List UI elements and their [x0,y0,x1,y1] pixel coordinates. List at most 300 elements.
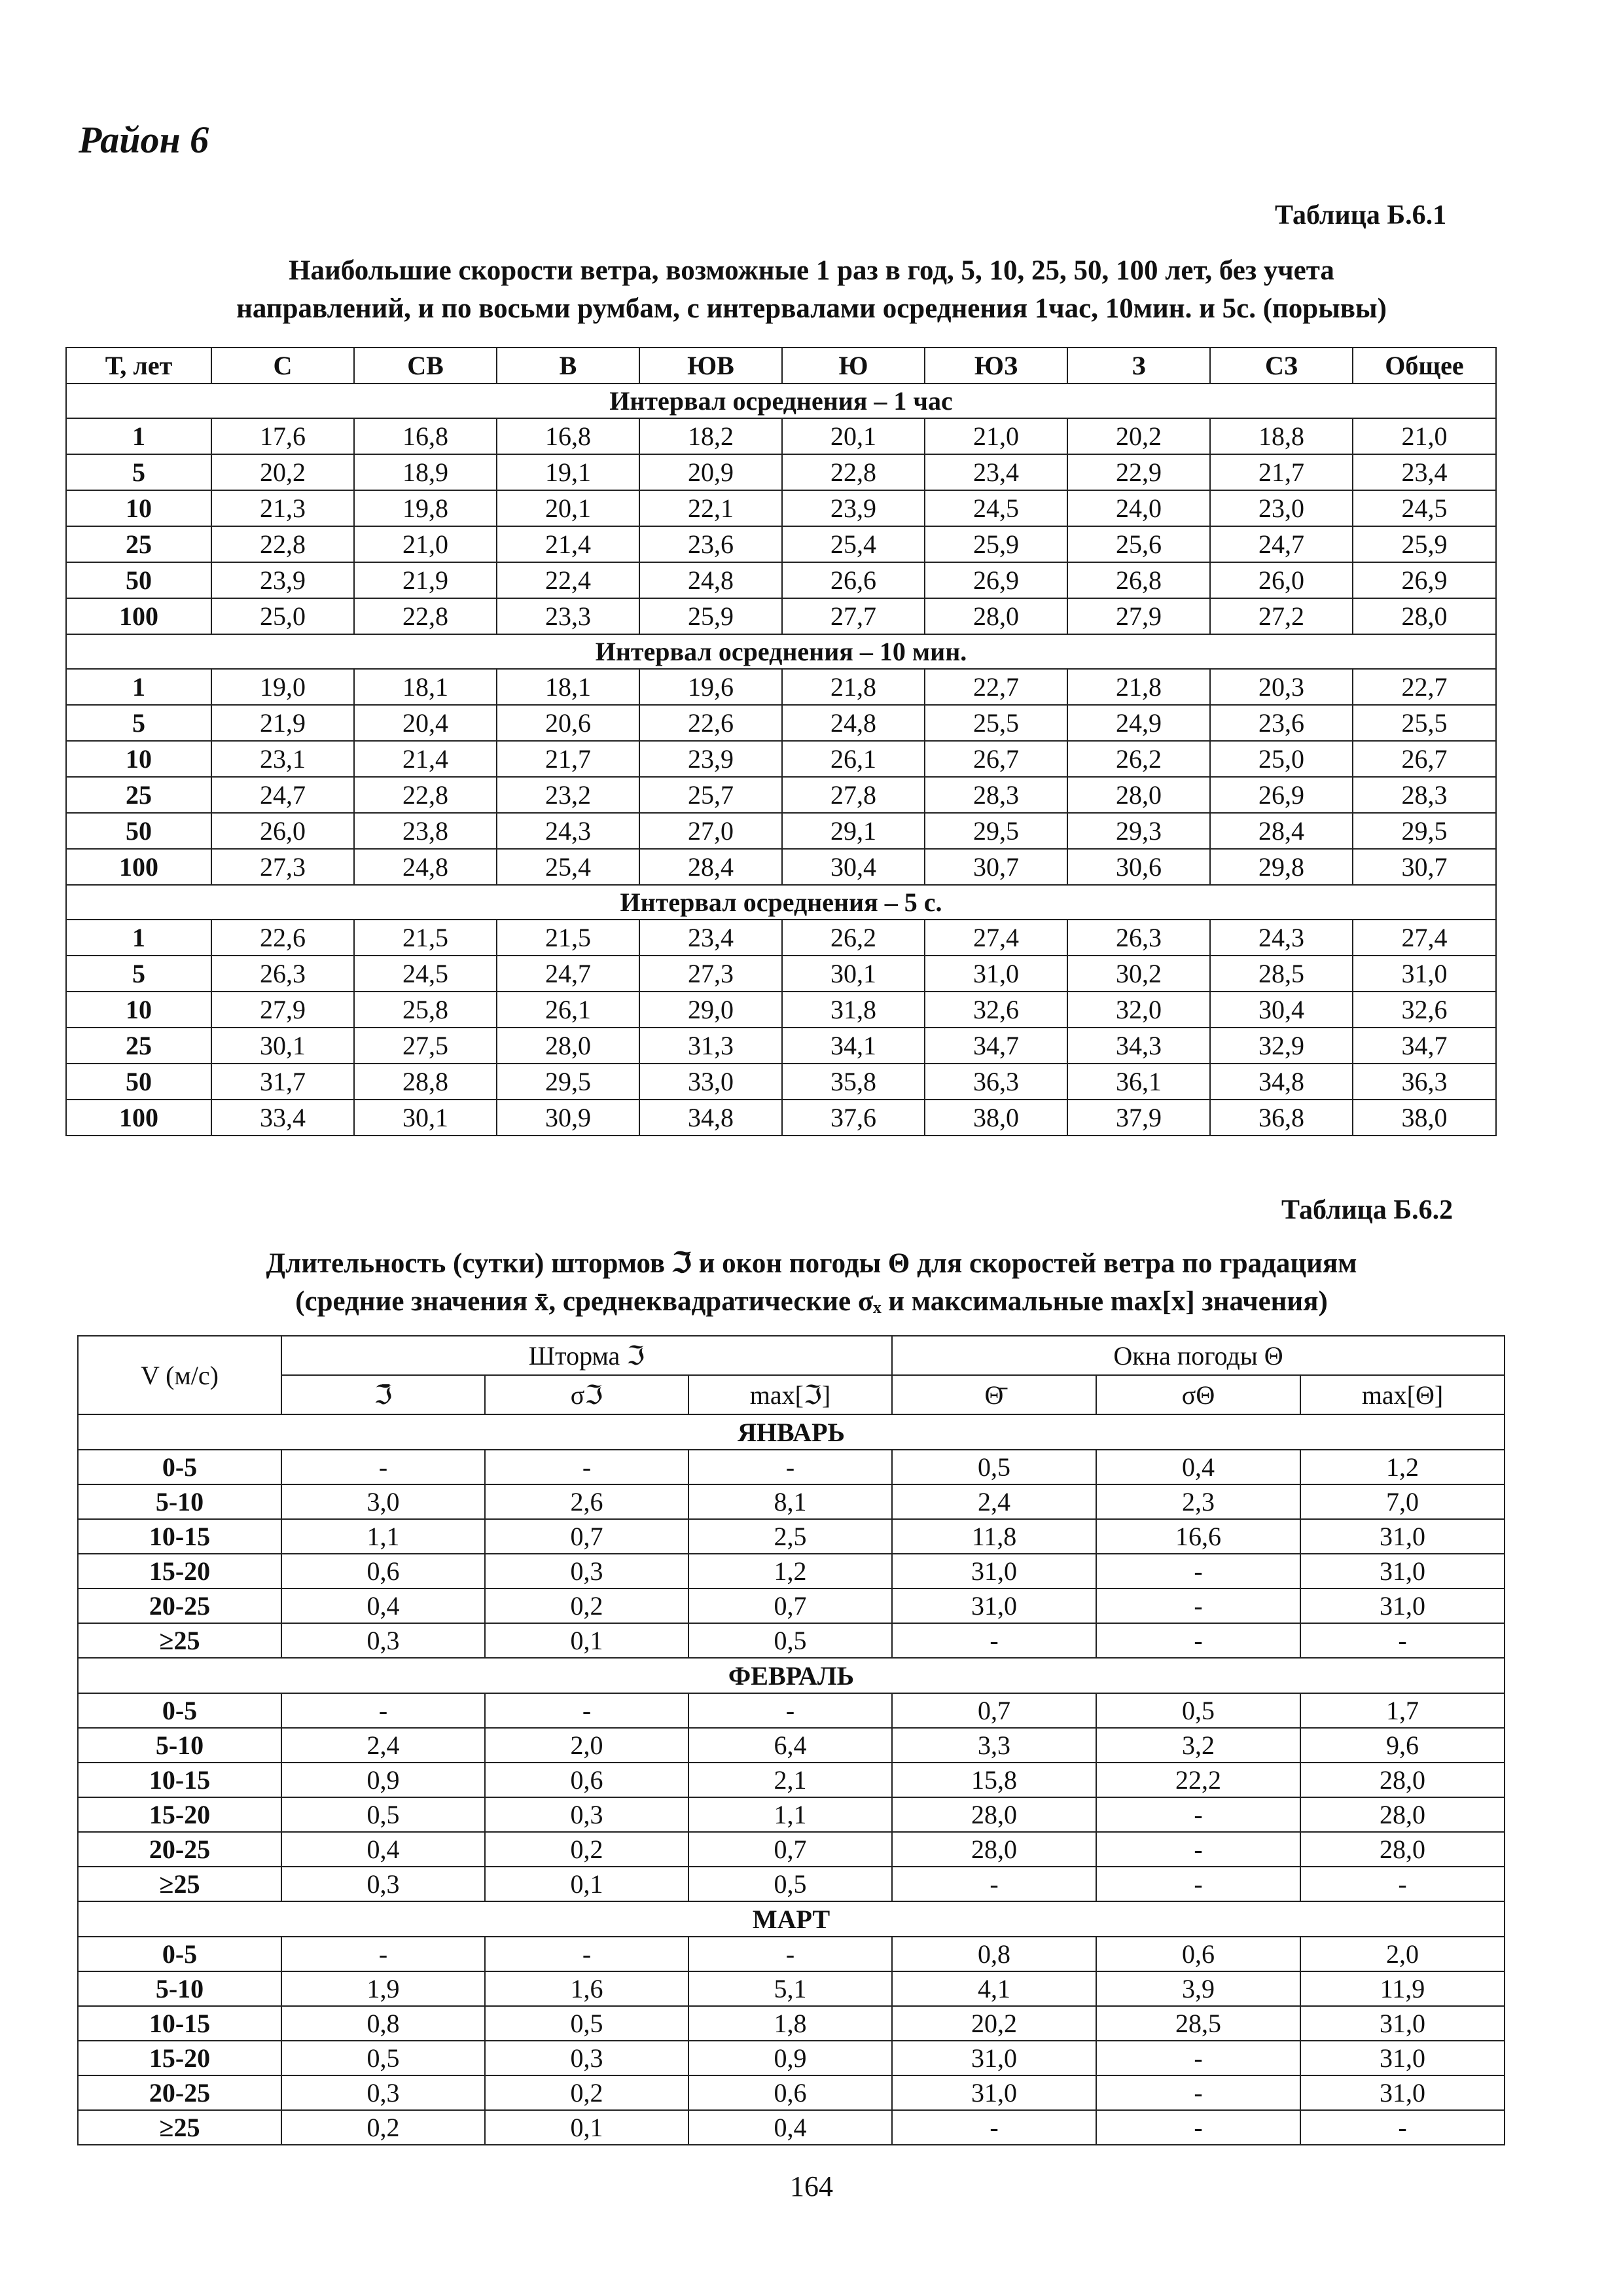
table-cell: 29,5 [1353,813,1496,849]
table-cell: 9,6 [1300,1728,1505,1763]
table-cell: 22,2 [1096,1763,1300,1797]
table-cell: 1,2 [688,1554,892,1588]
section-title: ЯНВАРЬ [78,1414,1505,1450]
table-row [78,1623,1505,1658]
table-cell: 1,8 [688,2006,892,2041]
table-cell: 21,0 [354,526,497,562]
table-cell: 28,0 [925,598,1067,634]
table-cell: 21,0 [1353,418,1496,454]
table-cell: 26,0 [1210,562,1353,598]
table-cell: - [892,2110,1096,2145]
row-header-cell: 100 [66,849,211,885]
table-cell: 24,5 [354,956,497,992]
table-cell: 28,3 [1353,777,1496,813]
row-header-cell: 10 [66,992,211,1028]
row-header-cell: 5-10 [78,1728,281,1763]
table-cell: 2,0 [1300,1937,1505,1971]
section-title: Интервал осреднения – 5 с. [66,885,1496,920]
table-cell: 0,3 [281,2075,485,2110]
table-row [78,1937,1505,1971]
table-row [66,1064,1496,1100]
table-cell: 29,1 [782,813,925,849]
table-cell: 21,9 [354,562,497,598]
table-cell: 18,2 [639,418,782,454]
table-cell: 26,6 [782,562,925,598]
table-row [78,1693,1505,1728]
table-cell: 26,1 [782,741,925,777]
table-cell: 6,4 [688,1728,892,1763]
table-cell: 26,9 [1353,562,1496,598]
table-cell: 30,6 [1067,849,1210,885]
table-cell: 26,9 [1210,777,1353,813]
row-header-cell: 5 [66,705,211,741]
table-cell: - [1096,1832,1300,1867]
row-header-cell: 15-20 [78,1797,281,1832]
table-cell: 38,0 [1353,1100,1496,1136]
table-cell: 23,8 [354,813,497,849]
table-row [66,741,1496,777]
table-cell: 31,0 [892,1554,1096,1588]
row-header-cell: 100 [66,1100,211,1136]
table-cell: 23,3 [497,598,639,634]
table-cell: 20,2 [1067,418,1210,454]
table-cell: 7,0 [1300,1484,1505,1519]
table-row [78,1484,1505,1519]
column-header: Ю [782,348,925,384]
table-cell: 0,4 [281,1832,485,1867]
table-cell: 31,0 [1300,2006,1505,2041]
table-row [66,849,1496,885]
table-cell: 21,4 [354,741,497,777]
table-cell: 0,3 [485,2041,688,2075]
table-cell: 37,9 [1067,1100,1210,1136]
row-header-cell: ≥25 [78,1623,281,1658]
table-row [66,454,1496,490]
row-header-cell: 10-15 [78,2006,281,2041]
table-cell: 0,6 [1096,1937,1300,1971]
table-cell: 24,3 [1210,920,1353,956]
table-cell: 8,1 [688,1484,892,1519]
table-cell: 31,0 [892,1588,1096,1623]
table-cell: 25,9 [1353,526,1496,562]
table-cell: 0,6 [688,2075,892,2110]
table-cell: 20,2 [892,2006,1096,2041]
table-cell: 30,4 [1210,992,1353,1028]
table-cell: 24,7 [211,777,354,813]
row-header-cell: 50 [66,1064,211,1100]
table-cell: - [485,1693,688,1728]
row-header-cell: 5-10 [78,1971,281,2006]
column-header: max[ℑ] [688,1375,892,1414]
table-cell: 21,3 [211,490,354,526]
table-cell: 27,2 [1210,598,1353,634]
weather-windows-group-header: Окна погоды Θ [892,1336,1505,1375]
table-cell: 0,4 [688,2110,892,2145]
row-header-cell: 20-25 [78,2075,281,2110]
table-cell: 25,9 [925,526,1067,562]
table-cell: 18,1 [497,669,639,705]
table-cell: 36,3 [1353,1064,1496,1100]
column-header: Т, лет [66,348,211,384]
table-cell: 36,1 [1067,1064,1210,1100]
section-title: Интервал осреднения – 10 мин. [66,634,1496,669]
table-cell: 28,0 [1300,1763,1505,1797]
table-cell: 22,4 [497,562,639,598]
table-cell: 22,8 [354,777,497,813]
column-header: В [497,348,639,384]
table-cell: 32,6 [1353,992,1496,1028]
table-cell: 23,6 [1210,705,1353,741]
table-cell: 25,5 [1353,705,1496,741]
table-cell: 29,5 [497,1064,639,1100]
table-row [66,1100,1496,1136]
storms-group-header: Шторма ℑ [281,1336,892,1375]
table-cell: - [892,1623,1096,1658]
table-row [66,562,1496,598]
table-cell: 36,8 [1210,1100,1353,1136]
table1-caption [65,252,1558,328]
table-cell: - [1300,1623,1505,1658]
district-title: Район 6 [79,118,209,161]
table-cell: 34,8 [639,1100,782,1136]
table-cell: 38,0 [925,1100,1067,1136]
table-cell: 22,1 [639,490,782,526]
table-cell: 31,0 [892,2041,1096,2075]
table-row [78,2006,1505,2041]
table-cell: 32,0 [1067,992,1210,1028]
table-cell: 0,5 [892,1450,1096,1484]
table-cell: 25,6 [1067,526,1210,562]
table-cell: 27,7 [782,598,925,634]
table-cell: 0,8 [892,1937,1096,1971]
table-cell: 18,8 [1210,418,1353,454]
section-row [78,1658,1505,1693]
table-cell: 0,6 [281,1554,485,1588]
table-cell: 19,6 [639,669,782,705]
table-cell: 31,0 [925,956,1067,992]
table-cell: 27,0 [639,813,782,849]
table-cell: 36,3 [925,1064,1067,1100]
table-cell: 20,6 [497,705,639,741]
table-cell: 1,9 [281,1971,485,2006]
table-cell: 0,5 [281,1797,485,1832]
table-row [66,956,1496,992]
table-cell: 29,5 [925,813,1067,849]
table-cell: 27,8 [782,777,925,813]
table-cell: 2,6 [485,1484,688,1519]
table-cell: 20,3 [1210,669,1353,705]
table-cell: 26,8 [1067,562,1210,598]
table2-caption-line2: (средние значения x̄, среднеквадратические σₓ и максимальные max[x] значения) [295,1286,1328,1317]
table-cell: 33,4 [211,1100,354,1136]
table-cell: 26,3 [211,956,354,992]
table-cell: 25,4 [497,849,639,885]
table-cell: 31,0 [1300,2041,1505,2075]
table-cell: 22,8 [354,598,497,634]
table-cell: 25,8 [354,992,497,1028]
table-cell: 27,4 [1353,920,1496,956]
table-cell: 34,8 [1210,1064,1353,1100]
table-cell: - [281,1450,485,1484]
row-header-cell: 20-25 [78,1588,281,1623]
table-cell: 2,0 [485,1728,688,1763]
table1-header-row [66,348,1496,384]
table-row [66,705,1496,741]
column-header: Общее [1353,348,1496,384]
table-cell: 0,9 [688,2041,892,2075]
table-cell: 28,0 [892,1797,1096,1832]
table1-body [66,384,1496,1136]
table-cell: 0,7 [892,1693,1096,1728]
v-column-header: V (м/с) [78,1336,281,1414]
table-cell: 24,7 [497,956,639,992]
table-cell: 11,9 [1300,1971,1505,2006]
table-cell: 1,1 [688,1797,892,1832]
table-cell: 32,9 [1210,1028,1353,1064]
table-cell: 30,7 [925,849,1067,885]
table-cell: 0,5 [688,1623,892,1658]
table-cell: 3,2 [1096,1728,1300,1763]
row-header-cell: 10 [66,741,211,777]
table-cell: - [1096,1867,1300,1901]
table2-body [78,1414,1505,2145]
table1-caption-line1: Наибольшие скорости ветра, возможные 1 раз в год, 5, 10, 25, 50, 100 лет, без учета [289,255,1334,286]
table-cell: 31,0 [1300,1588,1505,1623]
table-cell: 23,4 [925,454,1067,490]
table-cell: - [485,1450,688,1484]
table-cell: - [1300,2110,1505,2145]
table-cell: 0,3 [485,1797,688,1832]
table-cell: 27,4 [925,920,1067,956]
table-cell: - [1096,1797,1300,1832]
table-cell: 0,3 [281,1867,485,1901]
table-cell: 0,7 [485,1519,688,1554]
table2-label: Таблица Б.6.2 [1281,1195,1454,1225]
table-cell: 23,1 [211,741,354,777]
table-cell: 0,1 [485,2110,688,2145]
row-header-cell: 25 [66,526,211,562]
section-title: МАРТ [78,1901,1505,1937]
table-cell: 32,6 [925,992,1067,1028]
table-cell: 19,8 [354,490,497,526]
table-cell: 31,7 [211,1064,354,1100]
table-row [66,813,1496,849]
row-header-cell: 0-5 [78,1693,281,1728]
table-cell: 0,8 [281,2006,485,2041]
table-cell: 29,0 [639,992,782,1028]
table-cell: 22,8 [211,526,354,562]
table-cell: 0,9 [281,1763,485,1797]
table-row [78,1728,1505,1763]
table-cell: 0,2 [281,2110,485,2145]
table-cell: 19,0 [211,669,354,705]
table-cell: 26,7 [1353,741,1496,777]
table-cell: 25,0 [1210,741,1353,777]
column-header: С [211,348,354,384]
table-cell: 0,2 [485,2075,688,2110]
table-cell: 24,8 [782,705,925,741]
table-row [66,526,1496,562]
table-cell: 23,6 [639,526,782,562]
table-cell: 22,7 [1353,669,1496,705]
table-cell: 1,7 [1300,1693,1505,1728]
table-cell: 0,1 [485,1867,688,1901]
table-row [78,1867,1505,1901]
table-cell: 22,8 [782,454,925,490]
table-cell: 0,4 [1096,1450,1300,1484]
row-header-cell: 10 [66,490,211,526]
table-cell: 25,0 [211,598,354,634]
table-row [78,1450,1505,1484]
table-cell: 0,3 [485,1554,688,1588]
table-cell: 29,3 [1067,813,1210,849]
table-cell: 27,9 [211,992,354,1028]
table-cell: 31,0 [1300,1519,1505,1554]
column-header: ЮЗ [925,348,1067,384]
table-cell: 26,0 [211,813,354,849]
table-cell: 0,3 [281,1623,485,1658]
table-cell: 5,1 [688,1971,892,2006]
table-row [66,490,1496,526]
table-cell: 20,4 [354,705,497,741]
row-header-cell: 5 [66,956,211,992]
table-row [78,1832,1505,1867]
table-cell: 15,8 [892,1763,1096,1797]
table-cell: 23,0 [1210,490,1353,526]
table-row [78,2075,1505,2110]
table-cell: 31,0 [1300,2075,1505,2110]
table-cell: 0,5 [688,1867,892,1901]
table-cell: 21,8 [1067,669,1210,705]
table-cell: 0,5 [281,2041,485,2075]
table-row [66,920,1496,956]
table-cell: 21,4 [497,526,639,562]
table-cell: 20,1 [497,490,639,526]
table-cell: 26,1 [497,992,639,1028]
table-cell: 23,4 [639,920,782,956]
table-row [66,1028,1496,1064]
row-header-cell: 50 [66,813,211,849]
table-cell: - [688,1693,892,1728]
table-cell: 20,2 [211,454,354,490]
table-cell: 30,1 [354,1100,497,1136]
table-row [66,598,1496,634]
table1-caption-line2: направлений, и по восьми румбам, с интервалами осреднения 1час, 10мин. и 5с. (порывы) [236,293,1387,324]
table-cell: 21,0 [925,418,1067,454]
row-header-cell: ≥25 [78,1867,281,1901]
row-header-cell: 1 [66,669,211,705]
table-cell: 28,0 [1067,777,1210,813]
table-cell: 0,1 [485,1623,688,1658]
table-cell: 2,4 [892,1484,1096,1519]
table-cell: 26,2 [782,920,925,956]
row-header-cell: 0-5 [78,1450,281,1484]
table-cell: 28,3 [925,777,1067,813]
table-cell: 0,2 [485,1588,688,1623]
table-cell: 21,5 [497,920,639,956]
table-cell: 28,5 [1096,2006,1300,2041]
table-cell: 21,8 [782,669,925,705]
table-cell: - [892,1867,1096,1901]
table-row [66,418,1496,454]
table-cell: 0,7 [688,1832,892,1867]
table-cell: - [281,1937,485,1971]
table-cell: 18,1 [354,669,497,705]
table-cell: 22,7 [925,669,1067,705]
table-cell: 3,3 [892,1728,1096,1763]
table-cell: 24,5 [1353,490,1496,526]
table-cell: 3,0 [281,1484,485,1519]
table-cell: 17,6 [211,418,354,454]
table1-label: Таблица Б.6.1 [1275,200,1447,230]
table-cell: 22,6 [211,920,354,956]
table-cell: 23,9 [639,741,782,777]
table-cell: 30,1 [211,1028,354,1064]
table-cell: 2,4 [281,1728,485,1763]
table-cell: 30,7 [1353,849,1496,885]
table-cell: 22,6 [639,705,782,741]
table-cell: 27,3 [639,956,782,992]
section-row [78,1414,1505,1450]
table-cell: 19,1 [497,454,639,490]
table-cell: 30,4 [782,849,925,885]
table-row [78,1588,1505,1623]
table-cell: - [485,1937,688,1971]
table-cell: 31,0 [1353,956,1496,992]
section-title: ФЕВРАЛЬ [78,1658,1505,1693]
table2-caption-line1: Длительность (сутки) штормов ℑ и окон погоды Θ для скоростей ветра по градациям [266,1248,1357,1279]
storm-duration-table [77,1335,1505,2145]
table-cell: 16,8 [497,418,639,454]
table-cell: 21,7 [1210,454,1353,490]
table-cell: 31,8 [782,992,925,1028]
table-cell: - [1300,1867,1505,1901]
table-cell: 28,4 [1210,813,1353,849]
table-cell: 3,9 [1096,1971,1300,2006]
table-cell: 24,7 [1210,526,1353,562]
column-header: СВ [354,348,497,384]
column-header: σΘ [1096,1375,1300,1414]
column-header: ℑ̄ [281,1375,485,1414]
table-cell: - [1096,2110,1300,2145]
table-cell: 2,1 [688,1763,892,1797]
section-title: Интервал осреднения – 1 час [66,384,1496,418]
table-cell: 27,3 [211,849,354,885]
table-cell: - [1096,1588,1300,1623]
table-cell: 25,5 [925,705,1067,741]
table-cell: 27,9 [1067,598,1210,634]
section-row [78,1901,1505,1937]
table-cell: 34,3 [1067,1028,1210,1064]
table-cell: 2,3 [1096,1484,1300,1519]
table2-caption [65,1245,1558,1321]
table-cell: 23,4 [1353,454,1496,490]
table2-subheader-row [78,1375,1505,1414]
table-cell: 26,9 [925,562,1067,598]
table-cell: - [1096,2075,1300,2110]
table-cell: 24,8 [639,562,782,598]
table-cell: 0,6 [485,1763,688,1797]
table-cell: - [1096,2041,1300,2075]
table-cell: 34,1 [782,1028,925,1064]
table-cell: 24,3 [497,813,639,849]
table-row [78,2110,1505,2145]
column-header: max[Θ] [1300,1375,1505,1414]
table-cell: 0,5 [485,2006,688,2041]
column-header: ЮВ [639,348,782,384]
row-header-cell: 1 [66,418,211,454]
row-header-cell: 10-15 [78,1519,281,1554]
